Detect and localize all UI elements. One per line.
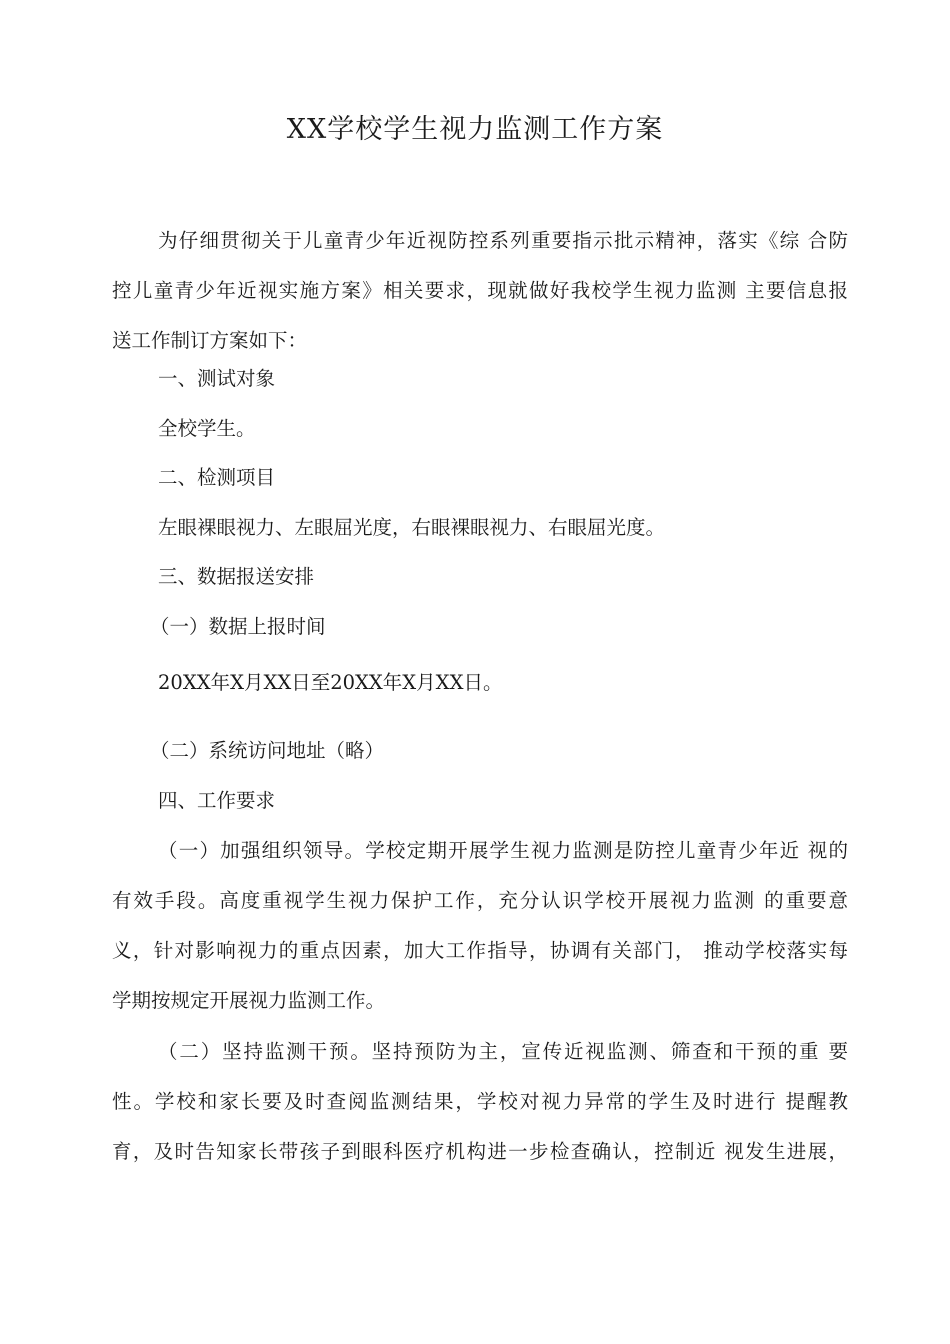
intro-line-3: 送工作制订方案如下：: [112, 329, 308, 352]
section4-paragraph-1: [112, 826, 848, 1026]
section4-paragraph-2: [112, 1027, 848, 1177]
section4-para2-line-3: 育，及时告知家长带孩子到眼科医疗机构进一步检查确认，控制近 视发生进展，: [112, 1140, 848, 1163]
section2-body: 左眼裸眼视力、左眼屈光度，右眼裸眼视力、右眼屈光度。: [158, 516, 666, 539]
section3-sub1-body: 20XX年X月XX日至20XX年X月XX日。: [158, 671, 503, 694]
section2-heading: 二、检测项目: [158, 466, 276, 489]
intro-paragraph: [112, 216, 848, 366]
section4-para1-line-1: （一）加强组织领导。学校定期开展学生视力监测是防控儿童青少年近 视的: [158, 839, 848, 862]
section3-sub1-heading: （一）数据上报时间: [150, 615, 326, 638]
section4-para2-line-1: （二）坚持监测干预。坚持预防为主，宣传近视监测、筛查和干预的重 要: [158, 1040, 848, 1063]
intro-line-2: 控儿童青少年近视实施方案》相关要求，现就做好我校学生视力监测 主要信息报: [112, 279, 848, 302]
section4-heading: 四、工作要求: [158, 789, 276, 812]
section4-para1-line-2: 有效手段。高度重视学生视力保护工作，充分认识学校开展视力监测 的重要意: [112, 889, 848, 912]
section4-para2-line-2: 性。学校和家长要及时查阅监测结果，学校对视力异常的学生及时进行 提醒教: [112, 1090, 848, 1113]
document-title: XX学校学生视力监测工作方案: [286, 114, 664, 145]
section4-para1-line-3: 义，针对影响视力的重点因素，加大工作指导，协调有关部门， 推动学校落实每: [112, 939, 848, 962]
section3-heading: 三、数据报送安排: [158, 565, 315, 588]
section1-body: 全校学生。: [158, 417, 256, 440]
section1-heading: 一、测试对象: [158, 367, 276, 390]
section3-sub2-heading: （二）系统访问地址（略）: [150, 739, 385, 762]
section4-para1-line-4: 学期按规定开展视力监测工作。: [112, 989, 386, 1012]
intro-line-1: 为仔细贯彻关于儿童青少年近视防控系列重要指示批示精神，落实《综 合防: [158, 229, 848, 252]
